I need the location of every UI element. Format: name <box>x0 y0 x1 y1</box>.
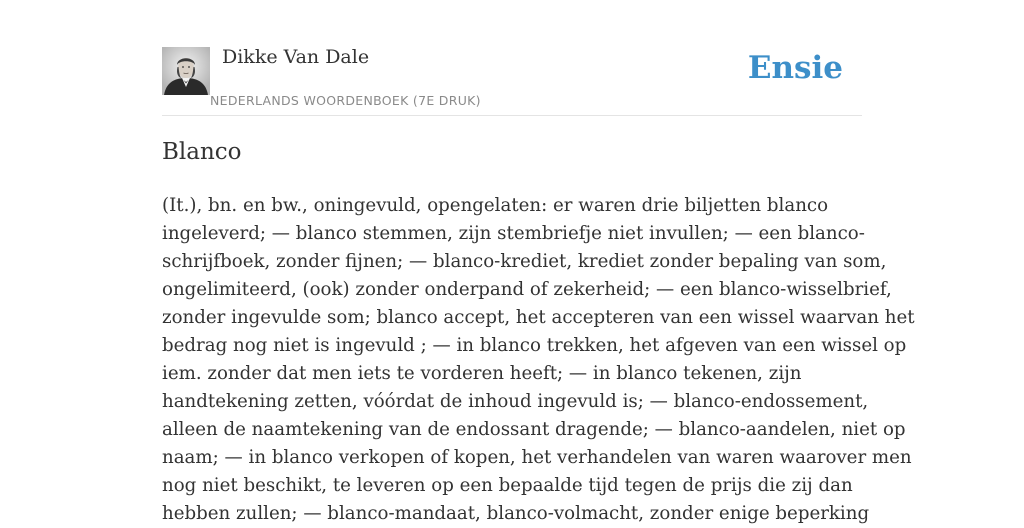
definition-line: alleen de naamtekening van de endossant dragende; — blanco-aandelen, niet op <box>162 419 906 440</box>
author-name[interactable]: Dikke Van Dale <box>222 46 370 68</box>
entry-definition <box>162 192 915 528</box>
entry-title: Blanco <box>162 139 242 165</box>
definition-line: handtekening zetten, vóórdat de inhoud ingevuld is; — blanco-endossement, <box>162 391 869 412</box>
definition-line: schrijfboek, zonder fijnen; — blanco-krediet, krediet zonder bepaling van som, <box>162 251 887 272</box>
author-avatar[interactable] <box>162 47 210 95</box>
source-label: NEDERLANDS WOORDENBOEK (7E DRUK) <box>210 93 481 108</box>
definition-line: nog niet beschikt, te leveren op een bepaalde tijd tegen de prijs die zij dan <box>162 475 853 496</box>
brand-logo[interactable]: Ensie <box>747 50 843 86</box>
definition-line: (It.), bn. en bw., oningevuld, opengelaten: er waren drie biljetten blanco <box>162 195 829 216</box>
definition-line: naam; — in blanco verkopen of kopen, het verhandelen van waren waarover men <box>162 447 912 468</box>
definition-line: iem. zonder dat men iets te vorderen heeft; — in blanco tekenen, zijn <box>162 363 802 384</box>
header-divider <box>162 115 862 116</box>
definition-line: ongelimiteerd, (ook) zonder onderpand of zekerheid; — een blanco-wisselbrief, <box>162 279 892 300</box>
definition-line: zonder ingevulde som; blanco accept, het accepteren van een wissel waarvan het <box>162 307 915 328</box>
entry-card <box>162 0 915 524</box>
definition-line: hebben zullen; — blanco-mandaat, blanco-volmacht, zonder enige beperking <box>162 503 870 524</box>
definition-line: bedrag nog niet is ingevuld ; — in blanco trekken, het afgeven van een wissel op <box>162 335 907 356</box>
portrait-photo-icon <box>162 47 210 95</box>
definition-line: ingeleverd; — blanco stemmen, zijn stembriefje niet invullen; — een blanco- <box>162 223 865 244</box>
